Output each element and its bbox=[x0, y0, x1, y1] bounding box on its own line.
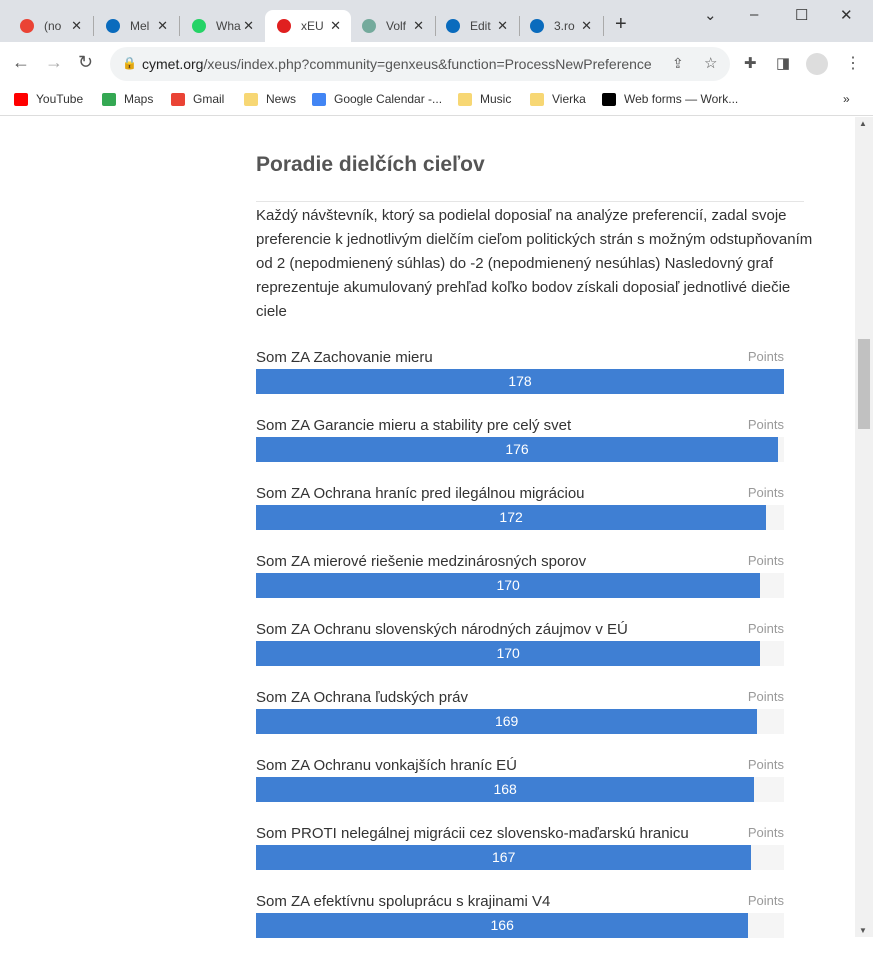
description: Každý návštevník, ktorý sa podielal doposiaľ na analýze preferencií, zadal svoje preferencie k jednotlivým dielčím cieľom politických strán s možným odstupňovaním od 2 (nepodmienený súhlas) do -2 (nepodmienený nesúhlas) Nasledovný graf reprezentuje akumulovaný prehľad koľko bodov získali doposiaľ jednotlivé diečie ciele bbox=[256, 207, 813, 320]
scrollbar-thumb[interactable] bbox=[858, 339, 870, 429]
bar-value: 178 bbox=[508, 373, 532, 389]
points-label: Points bbox=[747, 757, 784, 772]
close-tab-icon[interactable]: ✕ bbox=[497, 18, 508, 33]
bookmark-label: Web forms — Work... bbox=[624, 92, 739, 106]
close-tab-icon[interactable]: ✕ bbox=[243, 18, 254, 33]
close-tab-icon[interactable]: ✕ bbox=[581, 18, 592, 33]
favicon-icon bbox=[446, 19, 460, 33]
points-label: Points bbox=[747, 689, 784, 704]
bar-track bbox=[256, 845, 784, 870]
tab-label: (no bbox=[44, 19, 62, 33]
bookmark-icon bbox=[171, 93, 185, 106]
new-tab-button[interactable]: + bbox=[615, 13, 627, 35]
tab[interactable] bbox=[434, 10, 518, 42]
bar-track bbox=[256, 641, 784, 666]
tab-search-icon[interactable]: ⌄ bbox=[704, 7, 717, 24]
goal-label: Som ZA Ochranu vonkajších hraníc EÚ bbox=[256, 757, 517, 774]
forward-icon[interactable]: → bbox=[45, 52, 63, 72]
favicon-icon bbox=[277, 19, 291, 33]
back-icon[interactable]: ← bbox=[12, 52, 30, 72]
bar-track bbox=[256, 913, 784, 938]
bar-value: 167 bbox=[492, 849, 516, 865]
bar-track bbox=[256, 369, 784, 394]
bookmarks-bar bbox=[0, 86, 873, 116]
tab[interactable] bbox=[265, 10, 351, 42]
tab-label: Mel bbox=[130, 19, 150, 33]
bar-value: 170 bbox=[496, 577, 520, 593]
goal-label: Som ZA Ochranu slovenských národných záujmov v EÚ bbox=[256, 621, 628, 638]
bar-track bbox=[256, 437, 784, 462]
goal-row bbox=[256, 757, 784, 817]
bar-value: 168 bbox=[493, 781, 517, 797]
goal-row bbox=[256, 825, 784, 885]
bar-fill bbox=[256, 709, 757, 734]
lock-icon[interactable]: 🔒 bbox=[122, 56, 137, 70]
bookmark-icon bbox=[602, 93, 616, 106]
profile-avatar[interactable] bbox=[806, 53, 828, 75]
tab[interactable] bbox=[94, 10, 178, 42]
points-label: Points bbox=[747, 825, 784, 840]
goal-label: Som ZA Garancie mieru a stability pre celý svet bbox=[256, 417, 572, 434]
tab[interactable] bbox=[180, 10, 264, 42]
goal-label: Som ZA Zachovanie mieru bbox=[256, 349, 433, 366]
bar-value: 169 bbox=[494, 713, 519, 729]
bar-track bbox=[256, 505, 784, 530]
tab[interactable] bbox=[350, 10, 434, 42]
bookmark-item[interactable] bbox=[530, 92, 586, 106]
url-path: /xeus/index.php?community=genxeus&function=ProcessNewPreference bbox=[203, 56, 652, 72]
divider bbox=[256, 201, 804, 202]
tab-label: Edit bbox=[470, 19, 491, 33]
bookmark-label: Vierka bbox=[552, 92, 586, 106]
scroll-up-icon[interactable]: ▲ bbox=[859, 119, 867, 128]
bookmark-item[interactable] bbox=[458, 92, 511, 106]
bookmark-label: Music bbox=[480, 92, 512, 106]
bookmark-icon bbox=[458, 93, 472, 106]
bar-fill bbox=[256, 573, 760, 598]
bookmark-icon bbox=[312, 93, 326, 106]
address-bar[interactable] bbox=[110, 47, 730, 81]
reload-icon[interactable]: ↻ bbox=[78, 52, 94, 72]
tab-label: xEU bbox=[301, 19, 324, 33]
bookmark-label: YouTube bbox=[36, 92, 84, 106]
maximize-button[interactable]: ☐ bbox=[795, 7, 809, 24]
bookmark-item[interactable] bbox=[102, 92, 153, 106]
bar-value: 172 bbox=[499, 509, 523, 525]
points-label: Points bbox=[747, 893, 784, 908]
points-label: Points bbox=[747, 553, 784, 568]
goal-label: Som ZA efektívnu spoluprácu s krajinami V4 bbox=[256, 893, 551, 910]
bookmark-icon bbox=[102, 93, 116, 106]
bar-value: 166 bbox=[490, 917, 514, 933]
goal-label: Som ZA Ochrana ľudských práv bbox=[256, 689, 468, 706]
bookmark-icon bbox=[14, 93, 28, 106]
goal-label: Som PROTI nelegálnej migrácii cez slovensko-maďarskú hranicu bbox=[256, 825, 689, 842]
page-title: Poradie dielčích cieľov bbox=[256, 153, 485, 176]
goal-row bbox=[256, 485, 784, 545]
points-label: Points bbox=[747, 417, 784, 432]
bar-fill bbox=[256, 913, 748, 938]
bookmark-item[interactable] bbox=[171, 92, 224, 106]
bar-fill bbox=[256, 777, 754, 802]
url-host: cymet.org bbox=[142, 56, 204, 72]
bookmark-label: Google Calendar -... bbox=[334, 92, 443, 106]
bar-fill bbox=[256, 845, 751, 870]
favicon-icon bbox=[362, 19, 376, 33]
bar-track bbox=[256, 777, 784, 802]
favicon-icon bbox=[20, 19, 34, 33]
bar-value: 176 bbox=[505, 441, 529, 457]
bookmark-item[interactable] bbox=[14, 92, 83, 106]
page-content bbox=[0, 117, 855, 937]
points-label: Points bbox=[747, 485, 784, 500]
points-label: Points bbox=[747, 621, 784, 636]
goal-row bbox=[256, 553, 784, 613]
close-tab-icon[interactable]: ✕ bbox=[330, 18, 341, 33]
bar-fill bbox=[256, 369, 784, 394]
bookmark-icon bbox=[530, 93, 544, 106]
favicon-icon bbox=[530, 19, 544, 33]
bookmark-label: Gmail bbox=[193, 92, 225, 106]
toolbar bbox=[0, 42, 873, 86]
points-label: Points bbox=[747, 349, 784, 364]
scrollbar[interactable] bbox=[855, 117, 873, 937]
bar-fill bbox=[256, 641, 760, 666]
bookmark-item[interactable] bbox=[244, 92, 296, 106]
more-bookmarks-button[interactable]: » bbox=[843, 92, 850, 106]
tab-label: Volf bbox=[386, 19, 407, 33]
tab-label: 3.ro bbox=[554, 19, 575, 33]
bar-track bbox=[256, 573, 784, 598]
favicon-icon bbox=[106, 19, 120, 33]
bar-fill bbox=[256, 437, 778, 462]
bookmark-label: Maps bbox=[124, 92, 154, 106]
bookmark-label: News bbox=[266, 92, 297, 106]
close-tab-icon[interactable]: ✕ bbox=[157, 18, 168, 33]
tab-label: Wha bbox=[216, 19, 241, 33]
bar-track bbox=[256, 709, 784, 734]
goal-row bbox=[256, 349, 784, 409]
close-window-button[interactable]: ✕ bbox=[840, 7, 853, 24]
bar-fill bbox=[256, 505, 766, 530]
close-tab-icon[interactable]: ✕ bbox=[71, 18, 82, 33]
tab-separator bbox=[603, 16, 604, 36]
side-panel-icon[interactable]: ◨ bbox=[776, 55, 791, 72]
bookmark-star-icon[interactable]: ☆ bbox=[704, 55, 718, 72]
goal-label: Som ZA Ochrana hraníc pred ilegálnou migráciou bbox=[256, 485, 585, 502]
bar-value: 170 bbox=[496, 645, 520, 661]
goal-row bbox=[256, 689, 784, 749]
minimize-button[interactable]: – bbox=[750, 6, 759, 23]
goal-label: Som ZA mierové riešenie medzinárosných sporov bbox=[256, 553, 587, 570]
favicon-icon bbox=[192, 19, 206, 33]
menu-icon[interactable]: ⋮ bbox=[845, 55, 861, 72]
goal-row bbox=[256, 417, 784, 477]
extensions-icon[interactable]: ✚ bbox=[744, 55, 757, 72]
tab[interactable] bbox=[518, 10, 602, 42]
bookmark-item[interactable] bbox=[312, 92, 442, 106]
close-tab-icon[interactable]: ✕ bbox=[413, 18, 424, 33]
bookmark-item[interactable] bbox=[602, 92, 738, 106]
goal-row bbox=[256, 621, 784, 681]
bookmark-icon bbox=[244, 93, 258, 106]
scroll-down-icon[interactable]: ▼ bbox=[859, 926, 867, 935]
share-icon[interactable]: ⇪ bbox=[672, 55, 684, 71]
tab-strip bbox=[0, 0, 873, 42]
goal-row bbox=[256, 893, 784, 953]
tab[interactable] bbox=[8, 10, 92, 42]
